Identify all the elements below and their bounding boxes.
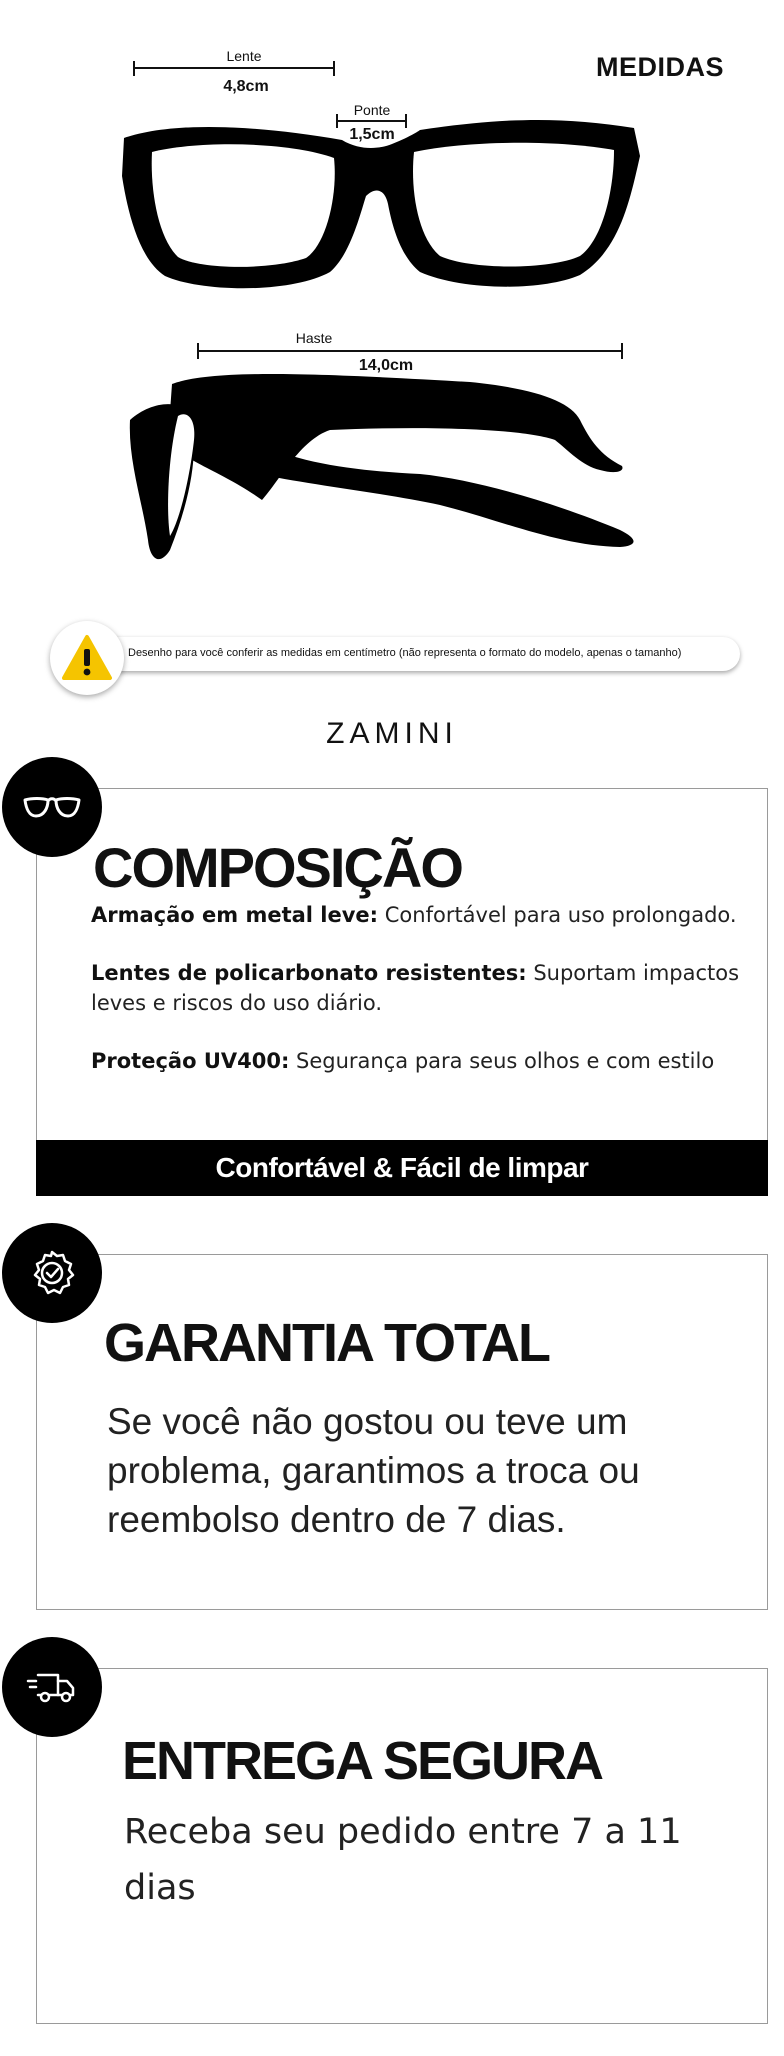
composition-icon-badge — [2, 757, 102, 857]
bridge-value: 1,5cm — [349, 126, 395, 143]
warranty-title: GARANTIA TOTAL — [104, 1313, 549, 1373]
brand-logo: ZAMINI — [326, 717, 458, 750]
temple-value: 14,0cm — [358, 357, 414, 374]
delivery-icon-badge — [2, 1637, 102, 1737]
comfort-banner-text: Confortável & Fácil de limpar — [215, 1152, 589, 1183]
side-frame — [130, 374, 634, 559]
lens-label: Lente — [226, 48, 262, 64]
warranty-icon-badge — [2, 1223, 102, 1323]
composition-item-uv: Proteção UV400: Segurança para seus olhos e com estilo — [91, 1049, 715, 1073]
delivery-truck-icon — [24, 1667, 80, 1707]
warning-icon — [50, 621, 124, 695]
measurements-title: MEDIDAS — [596, 52, 725, 82]
comfort-banner — [36, 1140, 768, 1196]
warranty-text: Se você não gostou ou teve um problema, garantimos a troca ou reembolso dentro de 7 dias. — [107, 1401, 640, 1540]
composition-list — [91, 900, 741, 1104]
glasses-measurement-diagram — [0, 0, 784, 600]
delivery-title: ENTREGA SEGURA — [122, 1731, 603, 1791]
delivery-text: Receba seu pedido entre 7 a 11 dias — [124, 1812, 682, 1908]
lens-value: 4,8cm — [223, 78, 269, 95]
composition-item-lenses: Lentes de policarbonato resistentes: Suportam impactos leves e riscos do uso diário. — [91, 961, 740, 1015]
temple-label: Haste — [295, 330, 333, 346]
disclaimer-text: Desenho para você conferir as medidas em centímetro (não representa o formato do modelo, apenas o tamanho) — [128, 647, 682, 659]
glasses-icon — [22, 792, 82, 822]
bridge-label: Ponte — [353, 102, 391, 118]
composition-item-frame: Armação em metal leve: Confortável para uso prolongado. — [91, 903, 737, 927]
warning-icon-container — [50, 621, 124, 695]
verified-badge-icon — [27, 1248, 77, 1298]
composition-title: COMPOSIÇÃO — [93, 836, 462, 899]
